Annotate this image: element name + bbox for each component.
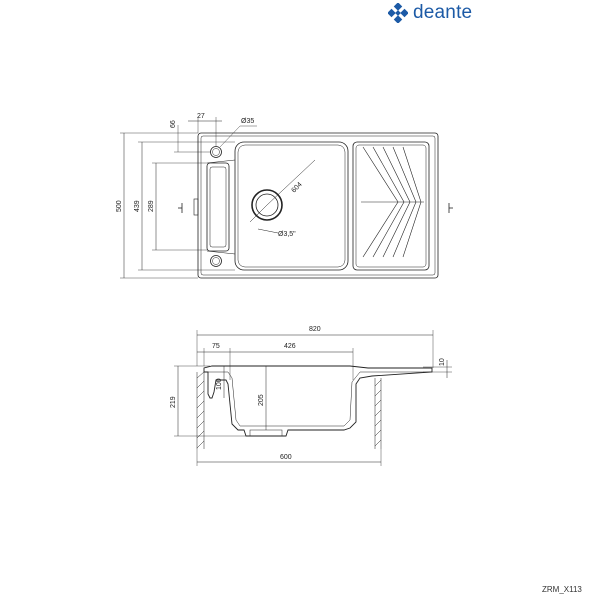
dim-100: 100: [216, 378, 223, 390]
dim-600: 600: [280, 454, 292, 461]
dim-dia35: Ø35: [241, 118, 255, 125]
dim-289: 289: [148, 200, 155, 212]
dim-66: 66: [170, 120, 177, 128]
dim-205: 205: [258, 394, 265, 406]
tap-hole-top: [211, 147, 222, 158]
dim-426: 426: [284, 343, 296, 350]
dim-820: 820: [309, 326, 321, 333]
dim-219: 219: [170, 396, 177, 408]
dim-604: 604: [290, 181, 304, 195]
brand-name: deante: [413, 2, 473, 23]
dim-27: 27: [197, 113, 205, 120]
dim-75: 75: [212, 343, 220, 350]
countertop-right: [375, 378, 381, 449]
side-view-dimensions: [170, 326, 446, 461]
dim-dia3-5: Ø3,5": [278, 231, 296, 238]
model-code: ZRM_X113: [542, 585, 582, 594]
side-view: [174, 330, 452, 466]
dim-439: 439: [134, 200, 141, 212]
dim-10: 10: [439, 358, 446, 366]
top-view: [120, 117, 453, 278]
drainer-board: [353, 142, 429, 270]
dim-500: 500: [116, 200, 123, 212]
tap-hole-bottom: [211, 256, 222, 267]
sink-profile: [204, 366, 432, 436]
countertop-left: [197, 372, 204, 449]
